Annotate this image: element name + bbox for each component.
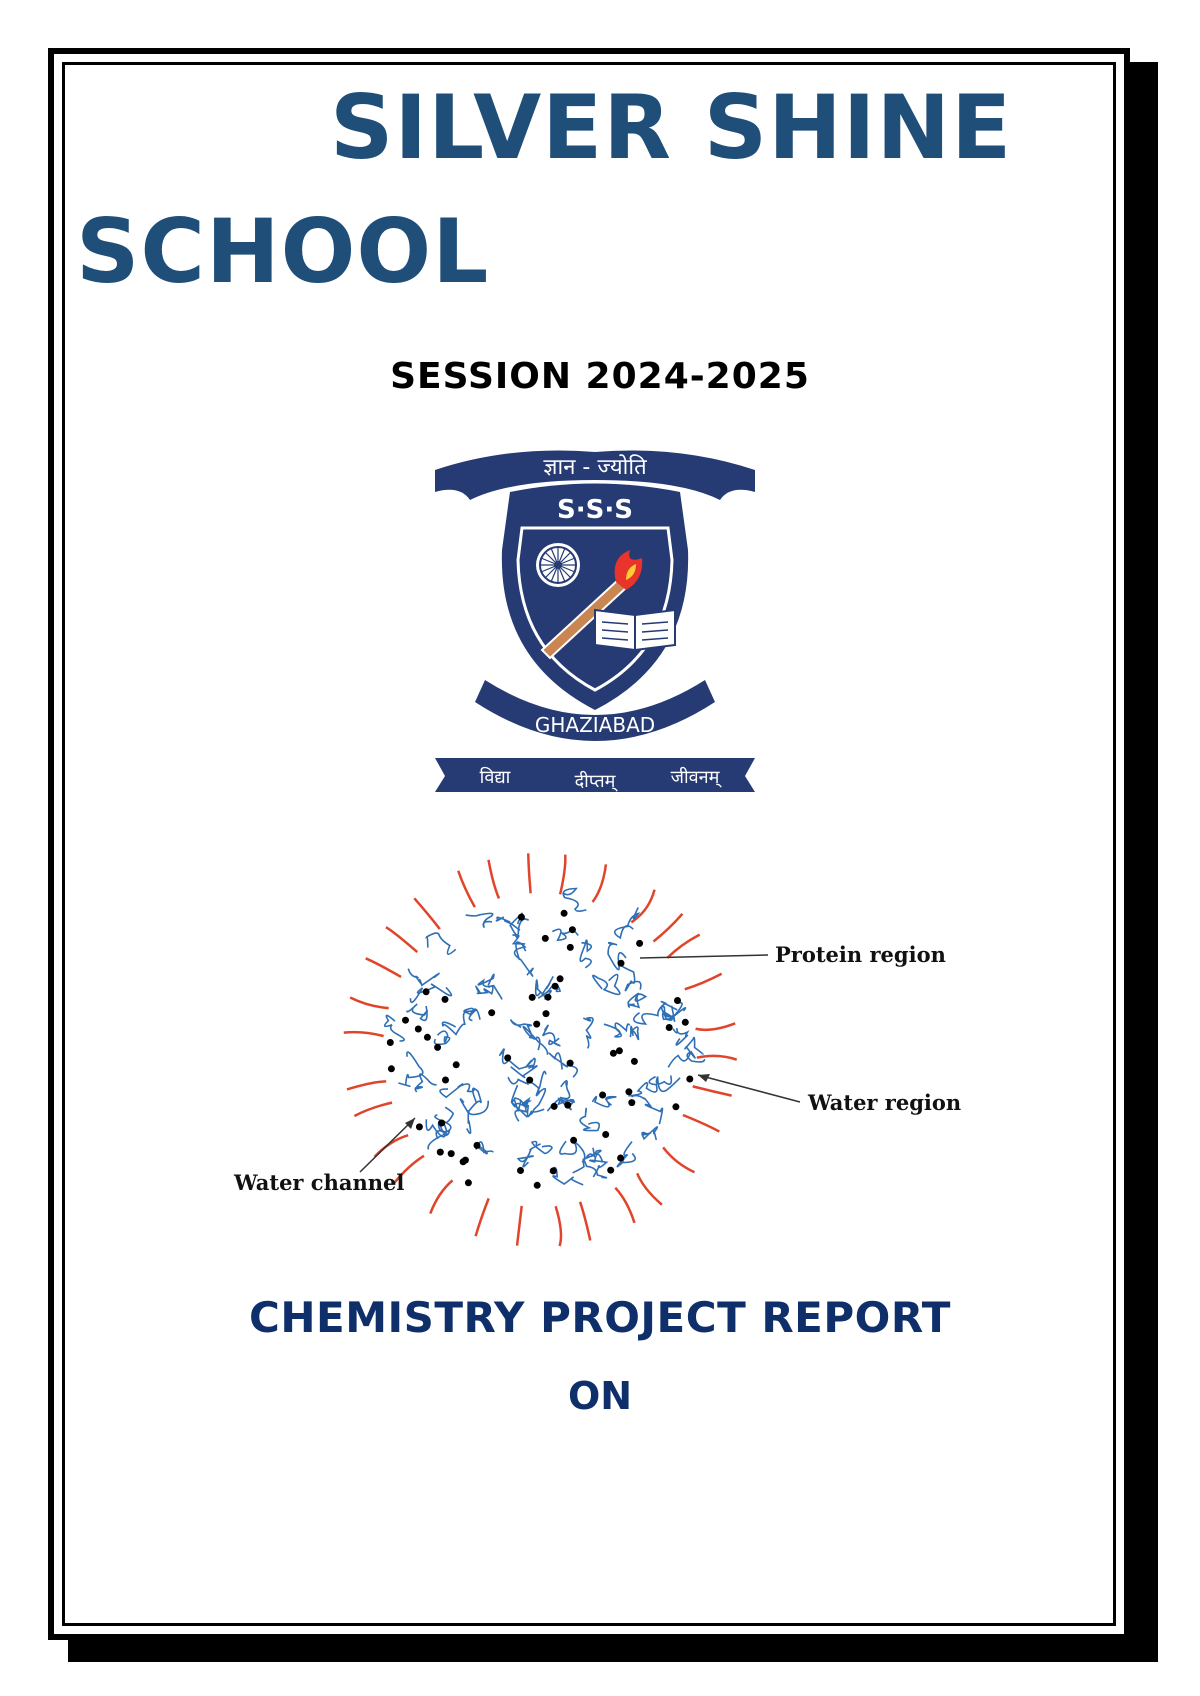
protein-coil (580, 940, 591, 968)
surface-chain (593, 864, 606, 902)
junction-node (474, 1142, 481, 1149)
junction-node (462, 1157, 469, 1164)
junction-node (526, 1077, 533, 1084)
junction-node (616, 1047, 623, 1054)
surface-chain (653, 914, 682, 942)
protein-coil (523, 1027, 547, 1055)
surface-chain (667, 935, 699, 958)
protein-coil (442, 1012, 469, 1034)
junction-node (599, 1092, 606, 1099)
protein-coil (604, 1023, 630, 1037)
surface-chain (476, 1198, 489, 1236)
protein-coil (549, 1053, 577, 1077)
surface-chain (615, 1188, 634, 1223)
protein-coil (592, 1097, 616, 1107)
surface-chain (386, 927, 417, 952)
protein-coil (427, 933, 456, 954)
protein-coil (628, 1077, 657, 1096)
surface-chain (488, 860, 498, 899)
junction-node (628, 1099, 635, 1106)
report-title: CHEMISTRY PROJECT REPORT (249, 1293, 951, 1342)
report-on-label: ON (567, 1374, 633, 1418)
junction-node (607, 1167, 614, 1174)
protein-coil (656, 1075, 680, 1091)
protein-coil (508, 1077, 539, 1094)
protein-coil (398, 1052, 422, 1086)
junction-node (488, 1009, 495, 1016)
water-region-label: Water region (808, 1090, 962, 1115)
protein-coil (628, 993, 646, 1007)
junction-node (551, 1103, 558, 1110)
protein-coil (434, 1031, 449, 1044)
water-channel-label: Water channel (234, 1170, 405, 1195)
protein-coil (385, 1015, 405, 1041)
protein-coil (464, 1008, 480, 1020)
protein-coil (590, 1154, 607, 1177)
crest-place: GHAZIABAD (534, 713, 656, 737)
junction-node (625, 1088, 632, 1095)
junction-node (415, 1026, 422, 1033)
open-book-icon (595, 610, 675, 650)
surface-chain (580, 1202, 590, 1241)
protein-coil (543, 1025, 560, 1045)
surface-chain (556, 1206, 561, 1246)
junction-node (437, 1149, 444, 1156)
protein-coil (533, 1072, 546, 1112)
protein-coil (563, 889, 586, 912)
surface-chain (347, 1081, 386, 1089)
junction-node (674, 997, 681, 1004)
surface-chain (350, 998, 389, 1009)
junction-node (465, 1179, 472, 1186)
surface-chain (366, 958, 401, 977)
junction-node (561, 910, 568, 917)
junction-node (682, 1019, 689, 1026)
school-name-line1: SILVER SHINE (330, 76, 1013, 179)
surface-chain (637, 1173, 662, 1204)
protein-coil (440, 1084, 474, 1097)
surface-chain (685, 974, 722, 989)
protein-coil (642, 1127, 657, 1140)
junction-node (545, 994, 552, 1001)
junction-node (542, 935, 549, 942)
junction-node (534, 1182, 541, 1189)
protein-coil (586, 1148, 601, 1159)
water-label-leader (698, 1075, 800, 1102)
school-name-line2: SCHOOL (76, 200, 490, 303)
surface-chain (517, 1206, 522, 1246)
surface-chain (696, 1023, 736, 1029)
junction-node (564, 1102, 571, 1109)
junction-node (618, 960, 625, 967)
junction-node (416, 1123, 423, 1130)
junction-node (567, 1060, 574, 1067)
surface-chain (528, 853, 530, 893)
junction-node (424, 1034, 431, 1041)
junction-node (438, 1120, 445, 1127)
surface-chain (344, 1032, 384, 1036)
protein-coil (407, 1004, 427, 1020)
junction-node (617, 1155, 624, 1162)
surface-chain (683, 1115, 719, 1132)
protein-coil (593, 974, 620, 994)
junction-node (602, 1131, 609, 1138)
junction-node (533, 1021, 540, 1028)
junction-node (636, 940, 643, 947)
surface-chain (354, 1103, 392, 1116)
protein-coil (583, 1018, 593, 1049)
surface-chain (458, 871, 475, 907)
protein-coil (617, 1142, 635, 1167)
chakra-wheel-icon (536, 543, 580, 587)
protein-coil (560, 1141, 585, 1162)
protein-coil (615, 908, 639, 938)
junction-node (543, 1010, 550, 1017)
channel-label-leader (360, 1118, 415, 1172)
surface-chain (560, 855, 565, 895)
junction-node (666, 1024, 673, 1031)
junction-node (557, 975, 564, 982)
surface-chain (414, 898, 440, 929)
crest-motto-bottom-2: दीप्तम् (574, 771, 616, 792)
junction-node (453, 1061, 460, 1068)
protein-label-leader (640, 955, 768, 958)
protein-region-label: Protein region (775, 942, 946, 967)
junction-node (387, 1039, 394, 1046)
protein-coil (668, 1052, 704, 1067)
junction-node (434, 1044, 441, 1051)
surface-chain (693, 1086, 732, 1095)
junction-node (448, 1150, 455, 1157)
session-label: SESSION 2024-2025 (390, 356, 810, 397)
protein-coil (673, 1028, 688, 1045)
junction-node (631, 1058, 638, 1065)
crest-motto-bottom-1: विद्या (479, 767, 511, 788)
junction-node (529, 994, 536, 1001)
junction-node (517, 1167, 524, 1174)
junction-node (552, 983, 559, 990)
junction-node (569, 926, 576, 933)
protein-coil (580, 1108, 599, 1130)
junction-node (610, 1050, 617, 1057)
protein-coil (478, 974, 502, 999)
protein-coil (466, 913, 493, 927)
junction-node (567, 944, 574, 951)
protein-coil (467, 1101, 488, 1134)
junction-node (570, 1137, 577, 1144)
protein-coil (476, 986, 493, 994)
protein-structure-diagram (220, 820, 980, 1250)
junction-node (550, 1167, 557, 1174)
school-crest-logo (430, 440, 760, 800)
protein-coil (408, 969, 439, 986)
junction-node (388, 1065, 395, 1072)
junction-node (504, 1054, 511, 1061)
protein-coil (560, 1081, 574, 1102)
junction-node (686, 1076, 693, 1083)
junction-node (518, 914, 525, 921)
crest-motto-bottom-3: जीवनम् (670, 767, 720, 788)
surface-chain (430, 1180, 452, 1213)
junction-node (423, 988, 430, 995)
surface-chain (697, 1056, 737, 1060)
crest-initials: S·S·S (557, 495, 633, 525)
junction-node (442, 996, 449, 1003)
crest-motto-top: ज्ञान - ज्योति (543, 455, 647, 480)
protein-coil (621, 965, 641, 990)
junction-node (672, 1103, 679, 1110)
protein-coil (632, 1096, 663, 1125)
junction-node (402, 1017, 409, 1024)
protein-coil (630, 1026, 638, 1040)
surface-chain (663, 1147, 694, 1172)
junction-node (442, 1077, 449, 1084)
